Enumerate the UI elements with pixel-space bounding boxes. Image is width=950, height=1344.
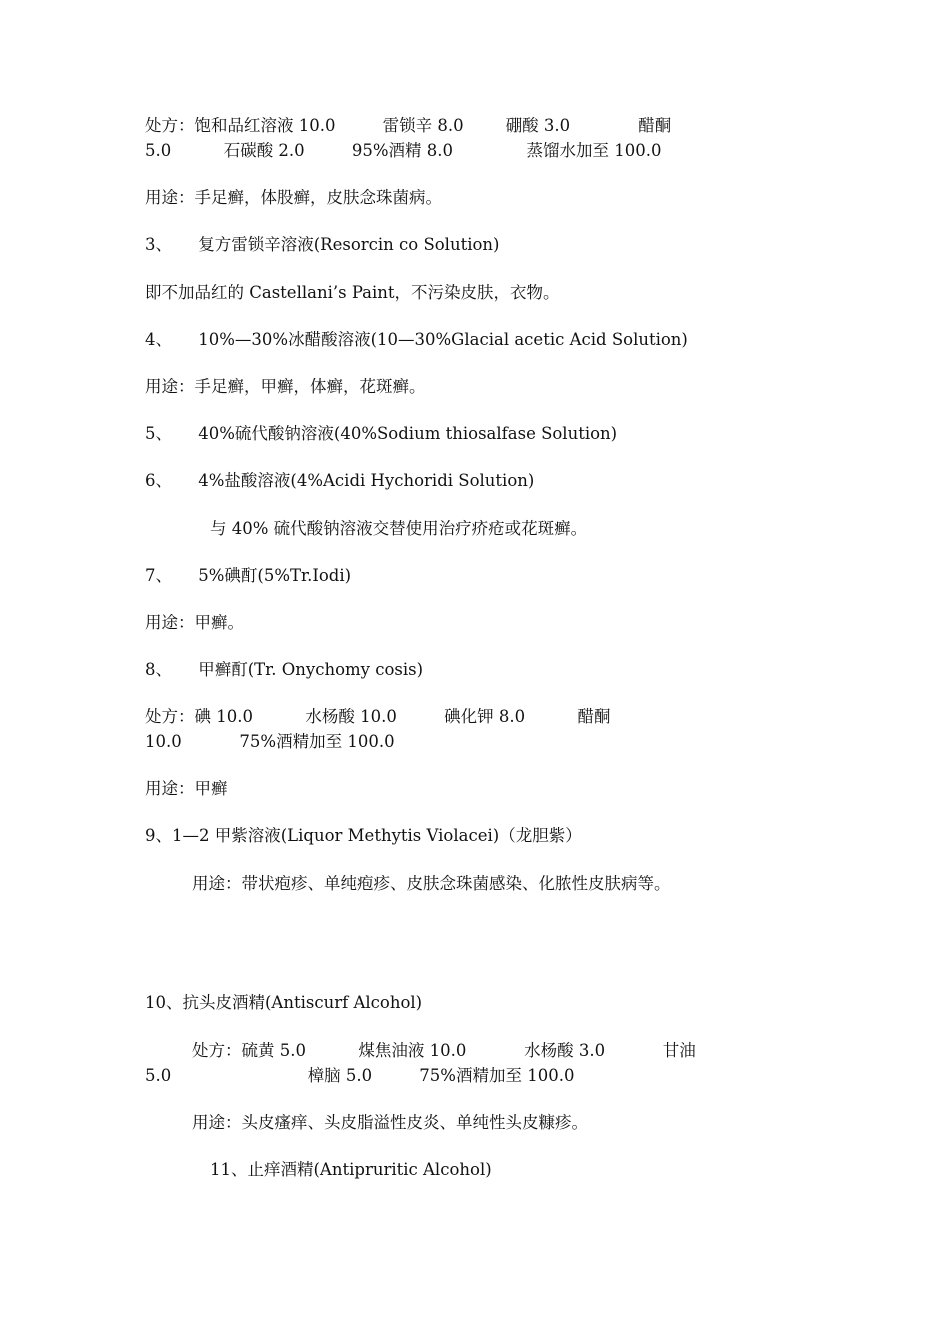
prescription-line-10a: 处方：硫黄 5.0 煤焦油液 10.0 水杨酸 3.0 甘油 [192,1041,696,1060]
usage-line-10: 用途：头皮瘙痒、头皮脂溢性皮炎、单纯性头皮糠疹。 [192,1113,588,1132]
item-heading-5: 5、 40%硫代酸钠溶液(40%Sodium thiosalfase Solution) [145,424,618,443]
usage-line-8: 用途：甲癣 [145,779,228,798]
usage-line-1: 用途：手足癣，体股癣，皮肤念珠菌病。 [145,188,442,207]
item-heading-10: 10、抗头皮酒精(Antiscurf Alcohol) [145,993,423,1012]
item-heading-7: 7、 5%碘酊(5%Tr.Iodi) [145,566,352,585]
item-heading-3: 3、 复方雷锁辛溶液(Resorcin co Solution) [145,235,500,254]
note-line-6: 与 40% 硫代酸钠溶液交替使用治疗疥疮或花斑癣。 [210,519,588,538]
item-heading-4: 4、 10%—30%冰醋酸溶液(10—30%Glacial acetic Acid Solution) [145,330,688,349]
prescription-line-10b: 5.0 樟脑 5.0 75%酒精加至 100.0 [145,1066,575,1085]
item-heading-11: 11、止痒酒精(Antipruritic Alcohol) [210,1160,492,1179]
item-heading-6: 6、 4%盐酸溶液(4%Acidi Hychoridi Solution) [145,471,535,490]
note-line-3: 即不加品红的 Castellani’s Paint，不污染皮肤，衣物。 [145,283,560,302]
prescription-line-8b: 10.0 75%酒精加至 100.0 [145,732,395,751]
prescription-line-1b: 5.0 石碳酸 2.0 95%酒精 8.0 蒸馏水加至 100.0 [145,141,662,160]
usage-line-9: 用途：带状疱疹、单纯疱疹、皮肤念珠菌感染、化脓性皮肤病等。 [192,874,671,893]
usage-line-4: 用途：手足癣，甲癣，体癣，花斑癣。 [145,377,426,396]
item-heading-8: 8、 甲癣酊(Tr. Onychomy cosis) [145,660,424,679]
item-heading-9: 9、1—2 甲紫溶液(Liquor Methytis Violacei)（龙胆紫） [145,826,582,845]
usage-line-7: 用途：甲癣。 [145,613,244,632]
prescription-line-8a: 处方：碘 10.0 水杨酸 10.0 碘化钾 8.0 醋酮 [145,707,611,726]
prescription-line-1a: 处方：饱和品红溶液 10.0 雷锁辛 8.0 硼酸 3.0 醋酮 [145,116,672,135]
